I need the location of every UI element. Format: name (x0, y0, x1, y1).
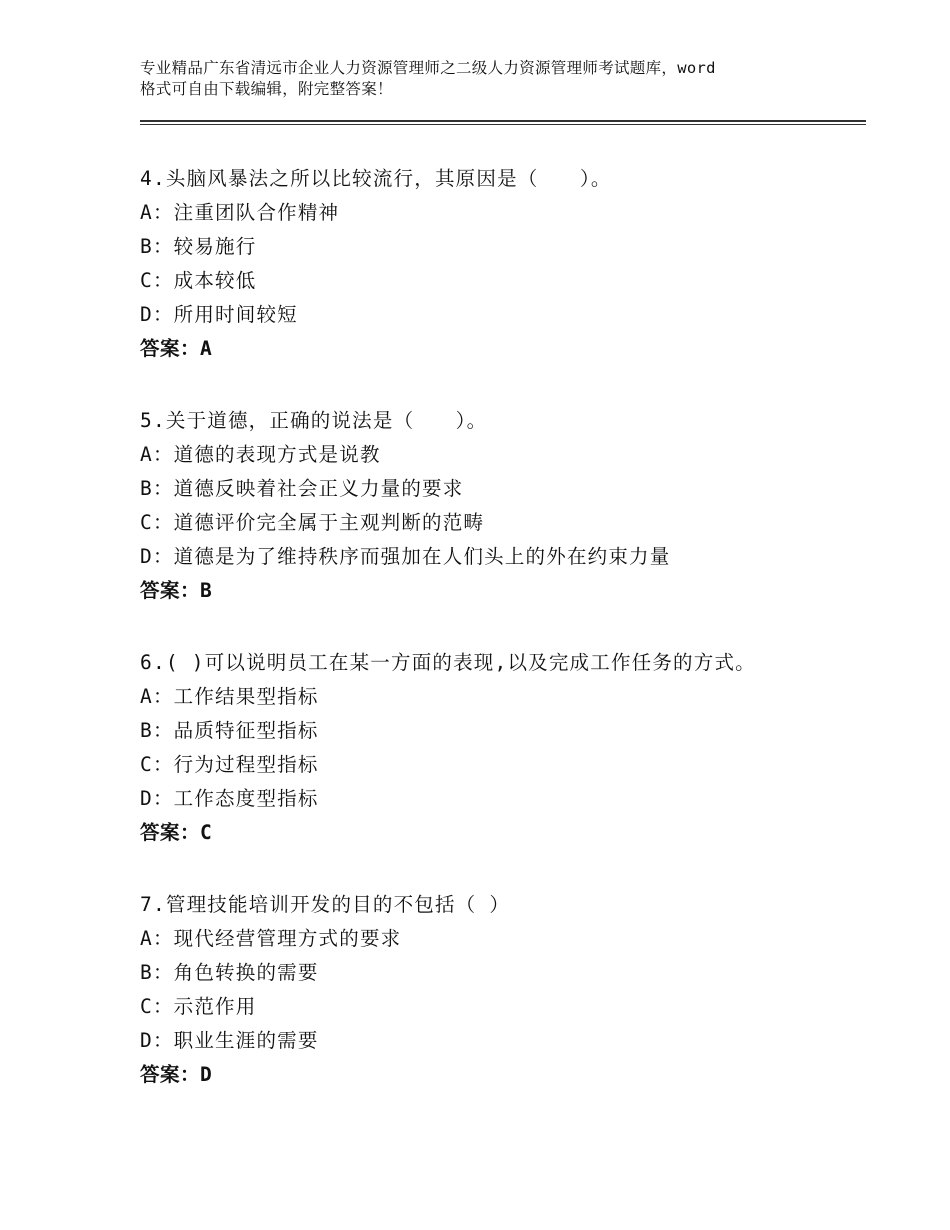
option-a: A：现代经营管理方式的要求 (140, 927, 402, 950)
question-6 (140, 646, 880, 850)
option-b: B：角色转换的需要 (140, 961, 319, 984)
answer: 答案：D (140, 1063, 213, 1086)
question-5 (140, 404, 880, 608)
answer: 答案：B (140, 579, 213, 602)
option-c: C：成本较低 (140, 269, 257, 292)
question-7 (140, 888, 880, 1092)
option-d: D：职业生涯的需要 (140, 1029, 319, 1052)
option-b: B：品质特征型指标 (140, 719, 319, 742)
question-text: 6.( )可以说明员工在某一方面的表现,以及完成工作任务的方式。 (140, 651, 756, 674)
answer: 答案：C (140, 821, 213, 844)
header-divider-thin (140, 124, 866, 125)
question-list (140, 162, 880, 1130)
question-text: 5.关于道德，正确的说法是（ ）。 (140, 409, 488, 432)
header-line-1: 专业精品广东省清远市企业人力资源管理师之二级人力资源管理师考试题库，word (140, 59, 716, 77)
question-4 (140, 162, 880, 366)
option-c: C：示范作用 (140, 995, 257, 1018)
answer: 答案：A (140, 337, 213, 360)
option-b: B：道德反映着社会正义力量的要求 (140, 477, 464, 500)
option-d: D：工作态度型指标 (140, 787, 319, 810)
option-d: D：所用时间较短 (140, 303, 298, 326)
option-b: B：较易施行 (140, 235, 257, 258)
option-d: D：道德是为了维持秩序而强加在人们头上的外在约束力量 (140, 545, 671, 568)
option-a: A：工作结果型指标 (140, 685, 319, 708)
header-divider (140, 120, 866, 122)
question-text: 7.管理技能培训开发的目的不包括（ ） (140, 893, 511, 916)
option-a: A：道德的表现方式是说教 (140, 443, 381, 466)
document-header (140, 58, 860, 100)
header-line-2: 格式可自由下载编辑，附完整答案！ (140, 80, 393, 98)
option-c: C：行为过程型指标 (140, 753, 319, 776)
question-text: 4.头脑风暴法之所以比较流行，其原因是（ ）。 (140, 167, 612, 190)
option-c: C：道德评价完全属于主观判断的范畴 (140, 511, 485, 534)
option-a: A：注重团队合作精神 (140, 201, 340, 224)
